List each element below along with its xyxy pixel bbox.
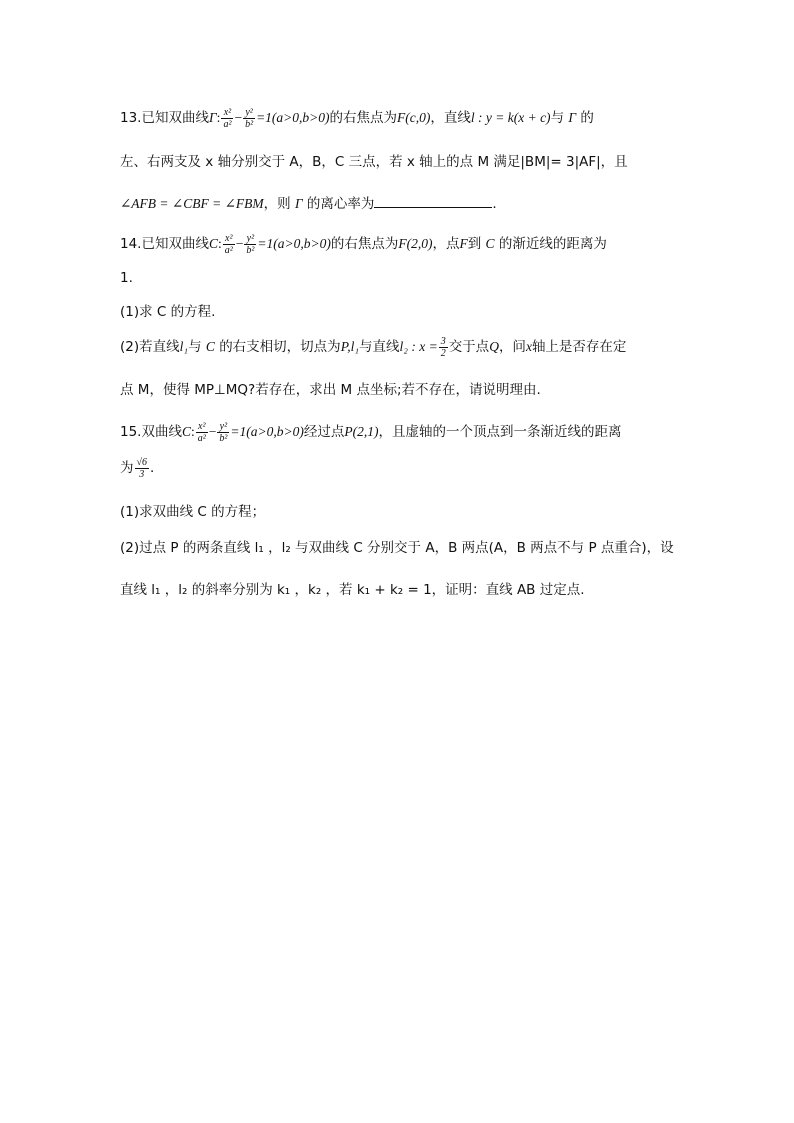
condition: =1(a>0,b>0) bbox=[256, 110, 330, 125]
angle-condition: ∠AFB = ∠CBF = ∠FBM bbox=[120, 196, 264, 211]
answer-blank[interactable] bbox=[374, 195, 492, 208]
q15-line-1: 15.双曲线C: $\frac{\text{x²}}{\text{a²}}$ − $\frac{\text{y²}}{\text{b²}}$ =1(a>0,b>0)经过点P(2,1)，且虚轴的一个顶点到一条渐近线的距离 bbox=[120, 420, 622, 444]
fraction: $\frac{\text{y²}}{\text{b²}}$ bbox=[245, 106, 254, 130]
q13-text: 13.已知双曲线 bbox=[120, 110, 209, 126]
q14-line-1: 14.已知双曲线C: $\frac{\text{x²}}{\text{a²}}$ − $\frac{\text{y²}}{\text{b²}}$ =1(a>0,b>0)的右焦点为F(2,0)，点F到 C 的渐近线的距离为 bbox=[120, 232, 607, 256]
q14-line-5: 点 M，使得 MP⊥MQ?若存在，求出 M 点坐标;若不存在，请说明理由. bbox=[120, 382, 541, 398]
fraction: $\frac{\text{y²}}{\text{b²}}$ bbox=[246, 232, 255, 256]
line-equation: l : y = k(x + c) bbox=[470, 110, 551, 125]
q15-line-2: 为 $\frac{√6}{3}$ . bbox=[120, 456, 155, 480]
fraction: $\frac{√6}{3}$ bbox=[136, 456, 147, 480]
q15-line-3: (1)求双曲线 C 的方程； bbox=[120, 504, 266, 520]
q15-line-4: (2)过点 P 的两条直线 l₁ ，l₂ 与双曲线 C 分别交于 A，B 两点(A，B 两点不与 P 点重合)，设 bbox=[120, 540, 674, 556]
q14-line-4: (2)若直线l₁与 C 的右支相切，切点为P,l₁与直线l₂ : x = $\frac{3}{2}$ 交于点Q，问x轴上是否存在定 bbox=[120, 335, 627, 359]
condition: =1(a>0,b>0) bbox=[257, 236, 331, 251]
q13-line-2: 左、右两支及 x 轴分别交于 A，B，C 三点，若 x 轴上的点 M 满足|BM|= 3|AF|，且 bbox=[120, 154, 628, 170]
q13-line-1: 13.已知双曲线Γ: $\frac{\text{x²}}{\text{a²}}$ − $\frac{\text{y²}}{\text{b²}}$ =1(a>0,b>0)的右焦点为F(c,0)，直线l : y = k(x + c)与 Γ 的 bbox=[120, 106, 594, 130]
fraction: $\frac{\text{x²}}{\text{a²}}$ bbox=[223, 106, 232, 130]
q14-text: 14.已知双曲线 bbox=[120, 236, 209, 252]
q15-text: 15.双曲线 bbox=[120, 424, 182, 440]
fraction: $\frac{\text{y²}}{\text{b²}}$ bbox=[219, 420, 228, 444]
point-p: P(2,1) bbox=[344, 424, 379, 439]
condition: =1(a>0,b>0) bbox=[230, 424, 304, 439]
fraction: $\frac{\text{x²}}{\text{a²}}$ bbox=[224, 232, 233, 256]
curve-symbol: Γ bbox=[208, 110, 217, 125]
fraction: $\frac{\text{x²}}{\text{a²}}$ bbox=[197, 420, 206, 444]
fraction: $\frac{3}{2}$ bbox=[440, 335, 446, 359]
focus-point: F(c,0) bbox=[397, 110, 431, 125]
q14-line-3: (1)求 C 的方程. bbox=[120, 304, 216, 320]
q13-line-3: ∠AFB = ∠CBF = ∠FBM，则 Γ 的离心率为 . bbox=[120, 196, 497, 212]
q15-line-5: 直线 l₁ ，l₂ 的斜率分别为 k₁ ，k₂ ，若 k₁ + k₂ = 1，证明：直线 AB 过定点. bbox=[120, 582, 585, 598]
q14-line-2: 1. bbox=[120, 270, 133, 286]
focus-point: F(2,0) bbox=[398, 236, 433, 251]
